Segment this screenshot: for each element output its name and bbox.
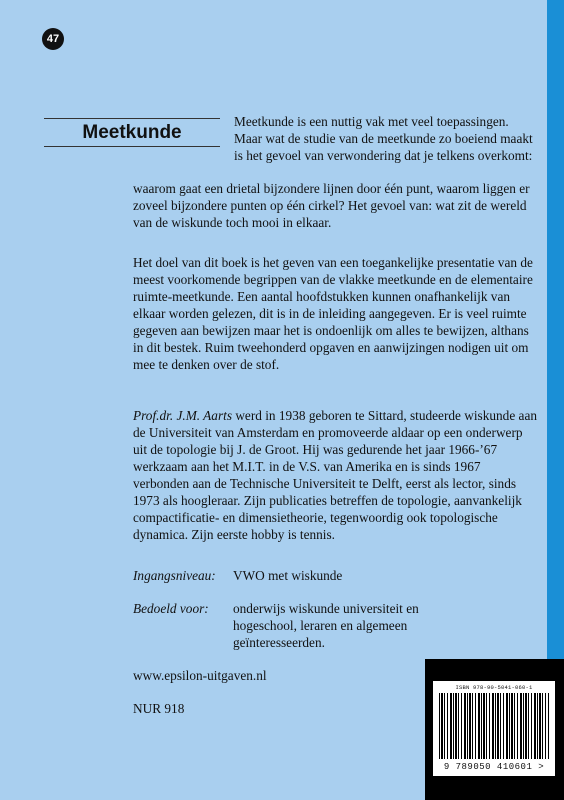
intro-paragraph-start: Meetkunde is een nuttig vak met veel toepassingen. Maar wat de studie van de meetkunde zo boeiend maakt is het gevoel van verwondering dat je telkens overkomt: <box>234 114 533 163</box>
barcode-bars <box>439 693 549 759</box>
audience-value-line1: onderwijs wiskunde universiteit en <box>233 601 419 616</box>
audience-label: Bedoeld voor: <box>133 601 209 616</box>
author-bio-text: werd in 1938 geboren te Sittard, studeerde wiskunde aan de Universiteit van Amsterdam en promoveerde aldaar op een onderwerp uit de topologie bij J. de Groot. Hij was gedurende het jaar 1966-’67 werkzaam aan het M.I.T. in de V.S. van Amerika en is sinds 1967 verbonden aan de Technische Universiteit te Delft, eerst als lector, sinds 1973 als hoogleraar. Zijn publicaties betreffen de topologie, aanvankelijk compactificatie- en dimensietheorie, tegenwoordig ook topologische dynamica. Zijn eerste hobby is tennis. <box>133 408 538 542</box>
barcode-digits: 9 789050 410601 > <box>443 762 545 772</box>
nur-code: NUR 918 <box>133 701 185 716</box>
title-rule-bottom <box>44 146 220 147</box>
barcode <box>433 681 555 776</box>
audience-value-line2: hogeschool, leraren en algemeen <box>233 618 408 633</box>
page-number-badge: 47 <box>42 28 64 50</box>
author-bio <box>133 407 537 543</box>
audience-value-line3: geïnteresseerden. <box>233 635 325 650</box>
intro-paragraph-continued: waarom gaat een drietal bijzondere lijnen door één punt, waarom liggen er zoveel bijzondere punten op één cirkel? Het gevoel van: wat zit de wereld van de wiskunde toch mooi in elkaar. <box>133 181 530 230</box>
isbn-text: ISBN 978-90-5041-060-1 <box>455 684 533 691</box>
title-rule-top <box>44 118 220 119</box>
level-value: VWO met wiskunde <box>233 568 343 583</box>
book-purpose-paragraph: Het doel van dit boek is het geven van een toegankelijke presentatie van de meest voorkomende begrippen van de vlakke meetkunde en de elementaire ruimte-meetkunde. Een aantal hoofdstukken kunnen onafhankelijk van elkaar worden gelezen, dit is in de inleiding aangegeven. Er is veel ruimte gegeven aan bewijzen maar het is ondoenlijk om alles te bewijzen, althans in dit bestek. Ruim tweehonderd opgaven en aanwijzingen nodigen uit om mee te denken over de stof. <box>133 255 533 372</box>
author-name: Prof.dr. J.M. Aarts <box>133 408 232 423</box>
level-label: Ingangsniveau: <box>133 568 216 583</box>
publisher-website[interactable]: www.epsilon-uitgaven.nl <box>133 668 267 683</box>
book-title: Meetkunde <box>82 122 182 143</box>
